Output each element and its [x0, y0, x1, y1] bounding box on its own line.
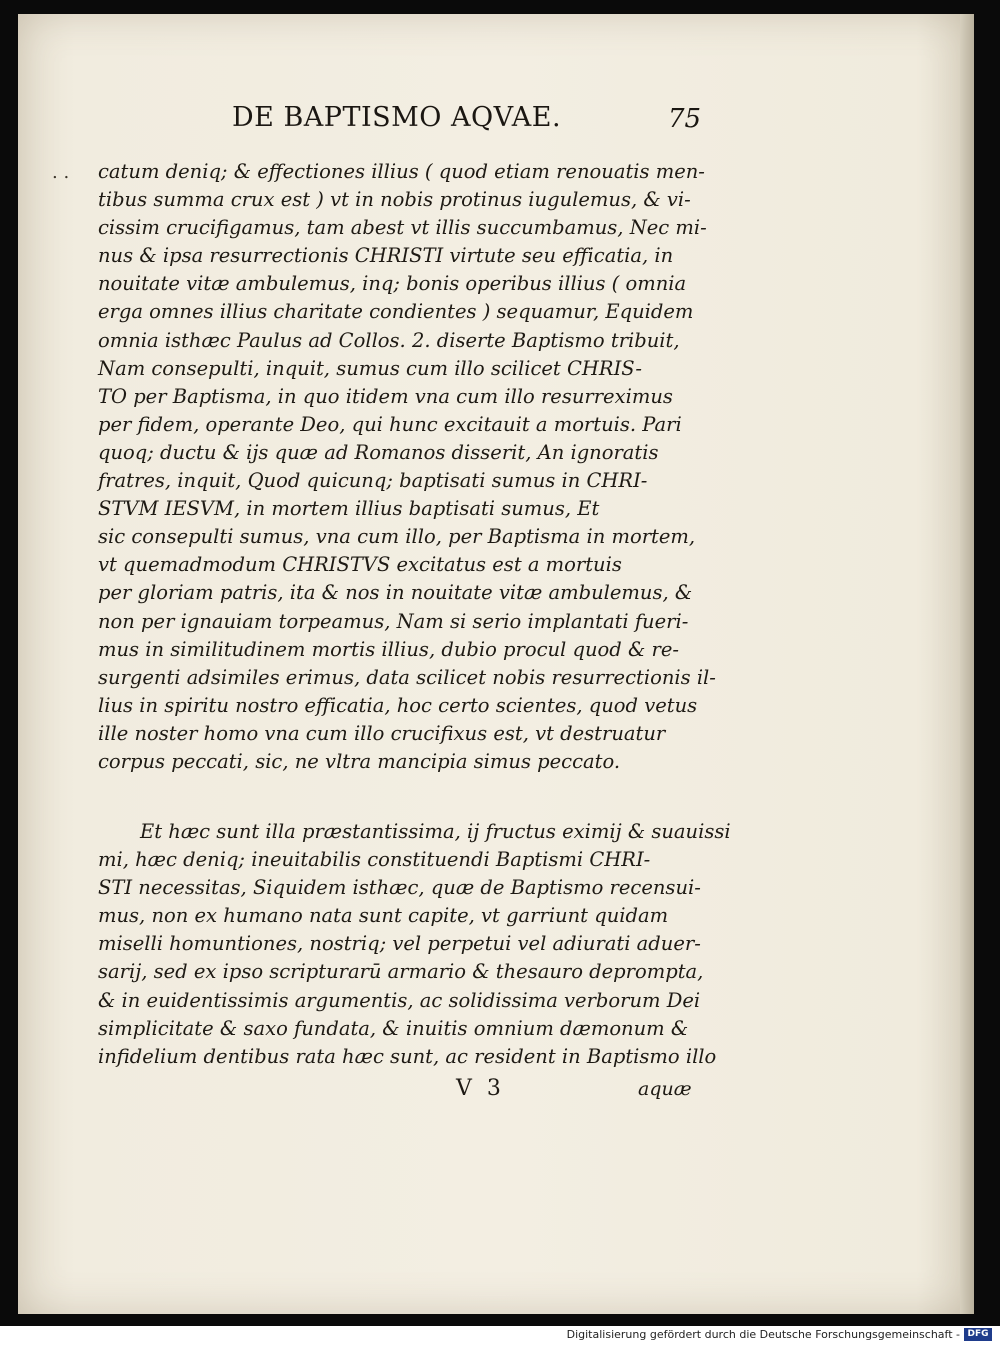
- text-line: mi, hæc deniq; ineuitabilis constituendi Baptismi CHRI-: [98, 848, 651, 872]
- text-line: quoq; ductu & ijs quæ ad Romanos disserit, An ignoratis: [98, 440, 659, 464]
- text-line: Nam consepulti, inquit, sumus cum illo scilicet CHRIS-: [98, 356, 642, 380]
- page-edge: [960, 14, 974, 1314]
- text-line: STVM IESVM, in mortem illius baptisati sumus, Et: [98, 497, 600, 521]
- funding-credit: Digitalisierung gefördert durch die Deutsche Forschungsgemeinschaft -: [566, 1328, 960, 1341]
- text-line: simplicitate & saxo fundata, & inuitis omnium dæmonum &: [98, 1016, 689, 1040]
- text-line: miselli homuntiones, nostriq; vel perpetui vel adiurati aduer-: [98, 932, 701, 956]
- text-line: omnia isthæc Paulus ad Collos. 2. diserte Baptismo tribuit,: [98, 328, 680, 352]
- running-head: DE BAPTISMO AQVAE.: [232, 102, 562, 133]
- text-line: Et hæc sunt illa præstantissima, ij fructus eximij & suauissi: [140, 820, 731, 843]
- text-line: mus, non ex humano nata sunt capite, vt garriunt quidam: [98, 904, 669, 928]
- text-line: per fidem, operante Deo, qui hunc excitauit a mortuis. Pari: [98, 412, 682, 436]
- text-line: infidelium dentibus rata hæc sunt, ac resident in Baptismo illo: [98, 1044, 717, 1068]
- text-line: TO per Baptisma, in quo itidem vna cum illo resurreximus: [98, 384, 673, 408]
- text-line: per gloriam patris, ita & nos in nouitate vitæ ambulemus, &: [98, 581, 693, 605]
- text-line: catum deniq; & effectiones illius ( quod etiam renouatis men-: [98, 160, 705, 183]
- text-line: non per ignauiam torpeamus, Nam si serio implantati fueri-: [98, 609, 689, 633]
- text-line: tibus summa crux est ) vt in nobis protinus iugulemus, & vi-: [98, 188, 691, 212]
- paragraph-2: [98, 818, 731, 1071]
- margin-marks: . .: [52, 162, 70, 183]
- text-line: ille noster homo vna cum illo crucifixus est, vt destruatur: [98, 721, 666, 745]
- text-line: nouitate vitæ ambulemus, inq; bonis operibus illius ( omnia: [98, 272, 687, 296]
- text-line: & in euidentissimis argumentis, ac solidissima verborum Dei: [98, 988, 701, 1012]
- paragraph-1: [98, 158, 716, 776]
- text-line: nus & ipsa resurrectionis CHRISTI virtute seu efficatia, in: [98, 244, 674, 268]
- text-line: fratres, inquit, Quod quicunq; baptisati sumus in CHRI-: [98, 469, 648, 493]
- text-line: mus in similitudinem mortis illius, dubio procul quod & re-: [98, 637, 679, 661]
- page-number: 75: [668, 104, 702, 134]
- text-line: cissim crucifigamus, tam abest vt illis succumbamus, Nec mi-: [98, 216, 707, 240]
- signature-mark: V 3: [456, 1076, 505, 1101]
- dfg-logo-icon: DFG: [964, 1328, 992, 1341]
- text-line: sarij, sed ex ipso scripturarū armario & thesauro deprompta,: [98, 960, 704, 984]
- text-line: erga omnes illius charitate condientes ) sequamur, Equidem: [98, 300, 694, 324]
- text-line: sic consepulti sumus, vna cum illo, per Baptisma in mortem,: [98, 525, 696, 549]
- text-line: vt quemadmodum CHRISTVS excitatus est a mortuis: [98, 553, 622, 577]
- text-line: lius in spiritu nostro efficatia, hoc certo scientes, quod vetus: [98, 693, 698, 717]
- text-line: STI necessitas, Siquidem isthæc, quæ de Baptismo recensui-: [98, 876, 701, 900]
- text-line: corpus peccati, sic, ne vltra mancipia simus peccato.: [98, 749, 621, 773]
- text-line: surgenti adsimiles erimus, data scilicet nobis resurrectionis il-: [98, 665, 716, 689]
- catchword: aquæ: [638, 1078, 692, 1100]
